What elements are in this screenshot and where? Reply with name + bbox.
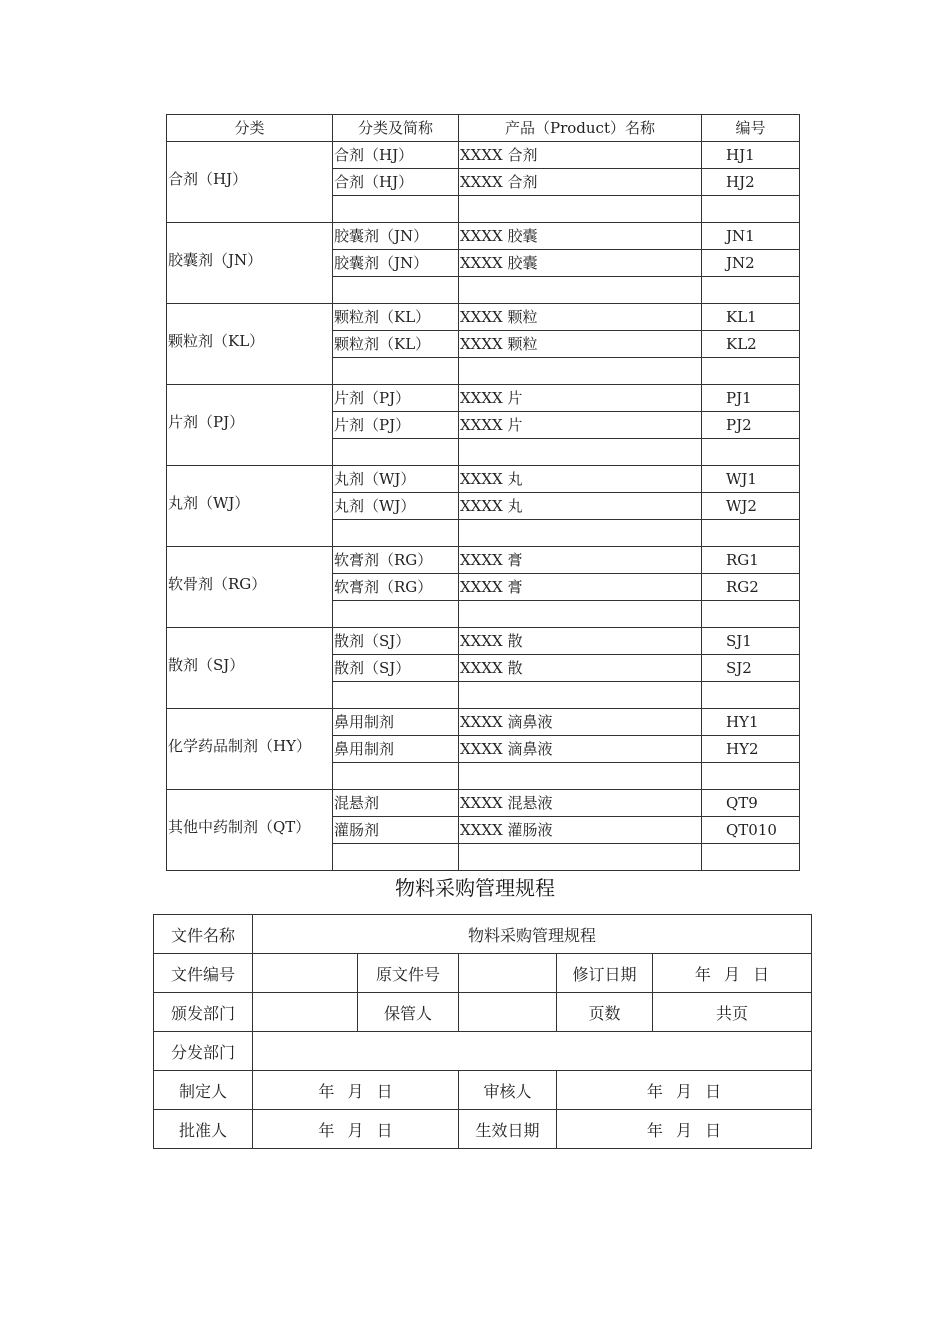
product-table-body <box>167 142 800 871</box>
issue-dept-value <box>253 993 358 1032</box>
product-name-cell <box>459 196 702 223</box>
code-cell <box>702 277 800 304</box>
table-row <box>167 223 800 250</box>
abbr-cell: 颗粒剂（KL） <box>333 331 459 358</box>
code-cell: HY1 <box>702 709 800 736</box>
code-cell: QT9 <box>702 790 800 817</box>
product-name-cell: XXXX 丸 <box>459 466 702 493</box>
code-cell: HY2 <box>702 736 800 763</box>
abbr-cell: 散剂（SJ） <box>333 628 459 655</box>
product-name-cell <box>459 844 702 871</box>
document-title: 物料采购管理规程 <box>395 876 555 900</box>
approver-date: 年 月 日 <box>253 1110 459 1149</box>
product-name-cell: XXXX 混悬液 <box>459 790 702 817</box>
abbr-cell: 鼻用制剂 <box>333 709 459 736</box>
table-row <box>167 304 800 331</box>
header-code: 编号 <box>702 115 800 142</box>
product-name-cell: XXXX 合剂 <box>459 169 702 196</box>
rev-date-value: 年 月 日 <box>653 954 812 993</box>
product-name-cell: XXXX 颗粒 <box>459 331 702 358</box>
product-name-cell: XXXX 胶囊 <box>459 223 702 250</box>
abbr-cell: 合剂（HJ） <box>333 142 459 169</box>
file-no-label: 文件编号 <box>154 954 253 993</box>
pages-value: 共页 <box>653 993 812 1032</box>
table-row <box>167 385 800 412</box>
author-date: 年 月 日 <box>253 1071 459 1110</box>
product-name-cell: XXXX 滴鼻液 <box>459 736 702 763</box>
product-name-cell <box>459 520 702 547</box>
file-no-value <box>253 954 358 993</box>
reviewer-label: 审核人 <box>459 1071 557 1110</box>
abbr-cell: 鼻用制剂 <box>333 736 459 763</box>
orig-no-label: 原文件号 <box>358 954 459 993</box>
abbr-cell <box>333 277 459 304</box>
code-cell <box>702 601 800 628</box>
table-row <box>167 628 800 655</box>
table-row <box>167 466 800 493</box>
abbr-cell: 混悬剂 <box>333 790 459 817</box>
category-cell: 化学药品制剂（HY） <box>167 709 333 790</box>
abbr-cell: 片剂（PJ） <box>333 412 459 439</box>
product-name-cell: XXXX 合剂 <box>459 142 702 169</box>
product-name-cell: XXXX 丸 <box>459 493 702 520</box>
code-cell: HJ2 <box>702 169 800 196</box>
file-name-label: 文件名称 <box>154 915 253 954</box>
product-table <box>166 114 800 871</box>
product-name-cell: XXXX 膏 <box>459 547 702 574</box>
effective-label: 生效日期 <box>459 1110 557 1149</box>
abbr-cell <box>333 196 459 223</box>
code-cell <box>702 196 800 223</box>
header-abbr: 分类及简称 <box>333 115 459 142</box>
category-cell: 其他中药制剂（QT） <box>167 790 333 871</box>
product-name-cell: XXXX 膏 <box>459 574 702 601</box>
code-cell: KL1 <box>702 304 800 331</box>
category-cell: 散剂（SJ） <box>167 628 333 709</box>
code-cell: WJ1 <box>702 466 800 493</box>
code-cell <box>702 439 800 466</box>
product-name-cell: XXXX 散 <box>459 655 702 682</box>
table-row <box>154 954 812 993</box>
abbr-cell: 胶囊剂（JN） <box>333 250 459 277</box>
product-name-cell: XXXX 灌肠液 <box>459 817 702 844</box>
category-cell: 胶囊剂（JN） <box>167 223 333 304</box>
dist-dept-value <box>253 1032 812 1071</box>
code-cell <box>702 844 800 871</box>
code-cell: SJ2 <box>702 655 800 682</box>
code-cell <box>702 358 800 385</box>
file-name-value: 物料采购管理规程 <box>253 915 812 954</box>
keeper-value <box>459 993 557 1032</box>
table-row <box>154 993 812 1032</box>
abbr-cell: 软膏剂（RG） <box>333 574 459 601</box>
table-row <box>154 1032 812 1071</box>
abbr-cell <box>333 763 459 790</box>
abbr-cell: 胶囊剂（JN） <box>333 223 459 250</box>
dist-dept-label: 分发部门 <box>154 1032 253 1071</box>
issue-dept-label: 颁发部门 <box>154 993 253 1032</box>
table-row <box>154 915 812 954</box>
category-cell: 软骨剂（RG） <box>167 547 333 628</box>
code-cell: SJ1 <box>702 628 800 655</box>
abbr-cell <box>333 844 459 871</box>
abbr-cell: 灌肠剂 <box>333 817 459 844</box>
table-row <box>154 1071 812 1110</box>
table-row <box>167 142 800 169</box>
keeper-label: 保管人 <box>358 993 459 1032</box>
orig-no-value <box>459 954 557 993</box>
code-cell: WJ2 <box>702 493 800 520</box>
table-row <box>154 1110 812 1149</box>
reviewer-date: 年 月 日 <box>557 1071 812 1110</box>
category-cell: 丸剂（WJ） <box>167 466 333 547</box>
code-cell: PJ2 <box>702 412 800 439</box>
product-name-cell: XXXX 片 <box>459 385 702 412</box>
abbr-cell: 颗粒剂（KL） <box>333 304 459 331</box>
product-name-cell <box>459 682 702 709</box>
rev-date-label: 修订日期 <box>557 954 653 993</box>
header-product-name: 产品（Product）名称 <box>459 115 702 142</box>
product-name-cell <box>459 601 702 628</box>
category-cell: 颗粒剂（KL） <box>167 304 333 385</box>
table-row <box>167 709 800 736</box>
product-name-cell: XXXX 胶囊 <box>459 250 702 277</box>
approver-label: 批准人 <box>154 1110 253 1149</box>
code-cell: JN1 <box>702 223 800 250</box>
product-name-cell: XXXX 滴鼻液 <box>459 709 702 736</box>
document-control-table <box>153 914 812 1149</box>
abbr-cell: 合剂（HJ） <box>333 169 459 196</box>
abbr-cell: 散剂（SJ） <box>333 655 459 682</box>
product-name-cell: XXXX 片 <box>459 412 702 439</box>
product-name-cell <box>459 277 702 304</box>
abbr-cell <box>333 601 459 628</box>
product-name-cell <box>459 763 702 790</box>
product-name-cell: XXXX 颗粒 <box>459 304 702 331</box>
table-header-row <box>167 115 800 142</box>
code-cell: PJ1 <box>702 385 800 412</box>
abbr-cell <box>333 358 459 385</box>
effective-date: 年 月 日 <box>557 1110 812 1149</box>
code-cell <box>702 763 800 790</box>
code-cell: JN2 <box>702 250 800 277</box>
code-cell: QT010 <box>702 817 800 844</box>
author-label: 制定人 <box>154 1071 253 1110</box>
product-name-cell <box>459 439 702 466</box>
header-category: 分类 <box>167 115 333 142</box>
code-cell <box>702 682 800 709</box>
code-cell <box>702 520 800 547</box>
table-row <box>167 790 800 817</box>
abbr-cell: 片剂（PJ） <box>333 385 459 412</box>
code-cell: KL2 <box>702 331 800 358</box>
code-cell: RG1 <box>702 547 800 574</box>
code-cell: HJ1 <box>702 142 800 169</box>
abbr-cell <box>333 520 459 547</box>
abbr-cell: 软膏剂（RG） <box>333 547 459 574</box>
table-row <box>167 547 800 574</box>
abbr-cell: 丸剂（WJ） <box>333 466 459 493</box>
product-name-cell <box>459 358 702 385</box>
abbr-cell <box>333 439 459 466</box>
product-name-cell: XXXX 散 <box>459 628 702 655</box>
category-cell: 片剂（PJ） <box>167 385 333 466</box>
code-cell: RG2 <box>702 574 800 601</box>
abbr-cell <box>333 682 459 709</box>
pages-label: 页数 <box>557 993 653 1032</box>
category-cell: 合剂（HJ） <box>167 142 333 223</box>
abbr-cell: 丸剂（WJ） <box>333 493 459 520</box>
